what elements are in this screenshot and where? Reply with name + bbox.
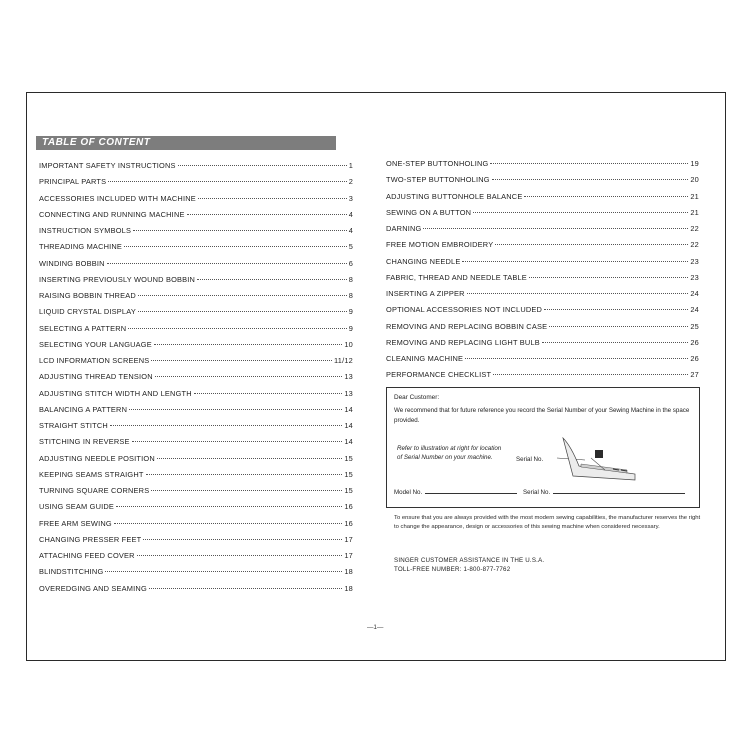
toc-entry-title: ADJUSTING NEEDLE POSITION (39, 453, 155, 463)
toc-entry-title: FREE MOTION EMBROIDERY (386, 240, 494, 250)
toc-entry-title: SELECTING YOUR LANGUAGE (39, 339, 152, 349)
toc-leader-dots (549, 326, 688, 327)
notice-refer-text: Refer to illustration at right for location of Serial Number on your machine. (397, 445, 502, 461)
toc-entry (39, 369, 353, 385)
toc-entry-title: DARNING (386, 224, 422, 233)
toc-entry-page: 8 (348, 291, 353, 300)
toc-entry (39, 386, 353, 402)
toc-leader-dots (473, 212, 688, 213)
toc-entry-title: PERFORMANCE CHECKLIST (386, 370, 492, 380)
toc-entry (386, 156, 699, 172)
toc-entry-title: REMOVING AND REPLACING BOBBIN CASE (386, 321, 548, 331)
toc-entry (386, 286, 699, 302)
model-number-field (394, 489, 517, 496)
toc-entry-page: 18 (344, 567, 353, 577)
toc-header-bar (36, 136, 336, 150)
toc-entry (39, 304, 353, 320)
toc-entry-page: 25 (690, 321, 699, 331)
toc-entry-page: 10 (344, 339, 353, 349)
toc-entry-page: 9 (348, 307, 353, 317)
toc-entry-page: 13 (344, 372, 353, 382)
toc-leader-dots (157, 458, 342, 459)
toc-right-column (386, 156, 699, 384)
toc-entry-title: USING SEAM GUIDE (39, 502, 115, 512)
toc-entry-title: THREADING MACHINE (39, 242, 123, 252)
toc-entry-page: 24 (690, 305, 699, 315)
serial-number-notice (386, 387, 700, 508)
toc-leader-dots (107, 263, 347, 264)
toc-entry (39, 337, 353, 353)
toc-entry-title: BLINDSTITCHING (39, 567, 104, 577)
toc-entry-page: 11/12 (334, 356, 353, 365)
toc-entry (386, 351, 699, 367)
serial-number-label: Serial No. (523, 489, 551, 496)
toc-entry-title: CONNECTING AND RUNNING MACHINE (39, 209, 185, 219)
customer-assistance (394, 556, 544, 574)
illustration-serial-label: Serial No. (516, 456, 544, 463)
toc-leader-dots (151, 360, 332, 361)
toc-entry-title: ATTACHING FEED COVER (39, 551, 135, 560)
toc-entry-title: ADJUSTING THREAD TENSION (39, 372, 153, 382)
toc-entry-page: 21 (690, 207, 699, 217)
toc-entry (386, 319, 699, 335)
toc-leader-dots (465, 358, 688, 359)
toc-entry-title: INSERTING PREVIOUSLY WOUND BOBBIN (39, 274, 196, 284)
assistance-line-2: TOLL-FREE NUMBER: 1-800-877-7762 (394, 566, 511, 573)
toc-leader-dots (132, 441, 343, 442)
toc-leader-dots (155, 376, 343, 377)
toc-entry-title: CLEANING MACHINE (386, 354, 464, 363)
toc-entry-title: CHANGING NEEDLE (386, 256, 461, 266)
toc-entry-page: 20 (690, 175, 699, 185)
toc-entry-page: 26 (690, 337, 699, 347)
toc-entry-page: 27 (690, 370, 699, 380)
toc-entry-title: ADJUSTING STITCH WIDTH AND LENGTH (39, 388, 192, 398)
toc-entry-page: 26 (690, 354, 699, 363)
toc-entry-title: TURNING SQUARE CORNERS (39, 486, 150, 495)
toc-entry-title: INSERTING A ZIPPER (386, 289, 465, 298)
toc-entry (386, 367, 699, 383)
toc-entry-page: 15 (344, 469, 353, 479)
toc-entry-title: STRAIGHT STITCH (39, 421, 108, 430)
toc-leader-dots (198, 198, 347, 199)
toc-entry-title: REMOVING AND REPLACING LIGHT BULB (386, 337, 540, 347)
toc-entry-title: SELECTING A PATTERN (39, 323, 127, 333)
machine-base-illustration (557, 436, 637, 481)
toc-leader-dots (146, 474, 343, 475)
serial-number-field (523, 489, 685, 496)
toc-entry (39, 223, 353, 239)
toc-entry (39, 402, 353, 418)
toc-entry-title: SEWING ON A BUTTON (386, 207, 472, 217)
toc-leader-dots (133, 230, 347, 231)
toc-entry (39, 158, 353, 174)
toc-leader-dots (423, 228, 688, 229)
toc-entry (39, 581, 353, 597)
toc-entry-title: FREE ARM SEWING (39, 518, 112, 528)
toc-leader-dots (124, 246, 347, 247)
toc-entry-page: 13 (344, 388, 353, 398)
toc-entry-page: 14 (344, 404, 353, 414)
toc-entry-title: TWO-STEP BUTTONHOLING (386, 175, 490, 185)
toc-entry (39, 174, 353, 190)
toc-entry-page: 14 (344, 437, 353, 447)
toc-entry (39, 353, 353, 369)
toc-entry-page: 23 (690, 272, 699, 282)
toc-leader-dots (178, 165, 347, 166)
toc-leader-dots (128, 328, 346, 329)
toc-entry-page: 16 (344, 502, 353, 512)
toc-entry-title: FABRIC, THREAD AND NEEDLE TABLE (386, 272, 527, 282)
toc-leader-dots (143, 539, 342, 540)
toc-entry-title: STITCHING IN REVERSE (39, 437, 130, 447)
model-number-line (425, 493, 517, 494)
toc-entry-page: 15 (344, 453, 353, 463)
toc-entry-page: 23 (690, 256, 699, 266)
toc-entry-page: 17 (344, 534, 353, 544)
toc-leader-dots (138, 311, 347, 312)
page-number: —1— (367, 624, 384, 631)
toc-entry (39, 256, 353, 272)
toc-entry (386, 302, 699, 318)
toc-entry (39, 532, 353, 548)
toc-entry-title: ADJUSTING BUTTONHOLE BALANCE (386, 191, 523, 201)
toc-entry (386, 254, 699, 270)
toc-leader-dots (187, 214, 347, 215)
toc-entry-page: 22 (690, 224, 699, 233)
assistance-line-1: SINGER CUSTOMER ASSISTANCE IN THE U.S.A. (394, 557, 545, 564)
toc-leader-dots (197, 279, 347, 280)
toc-leader-dots (137, 555, 343, 556)
toc-leader-dots (151, 490, 342, 491)
toc-entry (39, 483, 353, 499)
toc-leader-dots (524, 196, 688, 197)
toc-entry-page: 16 (344, 518, 353, 528)
toc-entry-title: LCD INFORMATION SCREENS (39, 356, 150, 365)
toc-leader-dots (542, 342, 688, 343)
toc-entry-title: BALANCING A PATTERN (39, 404, 128, 414)
toc-left-column (39, 158, 353, 597)
toc-entry-page: 19 (690, 159, 699, 168)
toc-entry-page: 4 (348, 209, 353, 219)
toc-entry-title: ONE-STEP BUTTONHOLING (386, 159, 489, 168)
toc-entry-page: 22 (690, 240, 699, 250)
toc-entry (386, 205, 699, 221)
toc-entry-page: 14 (344, 421, 353, 430)
toc-entry-title: PRINCIPAL PARTS (39, 177, 107, 187)
toc-entry-page: 5 (348, 242, 353, 252)
toc-leader-dots (490, 163, 688, 164)
toc-entry-title: LIQUID CRYSTAL DISPLAY (39, 307, 136, 317)
toc-leader-dots (194, 393, 343, 394)
toc-entry-page: 15 (344, 486, 353, 495)
toc-entry-page: 24 (690, 289, 699, 298)
toc-entry (39, 451, 353, 467)
toc-entry-page: 17 (344, 551, 353, 560)
toc-leader-dots (114, 523, 343, 524)
toc-entry (386, 237, 699, 253)
toc-leader-dots (108, 181, 346, 182)
toc-entry-page: 1 (348, 161, 353, 170)
disclaimer-text: To ensure that you are always provided with the most modern sewing capabilities, the manufacturer reserves the right to change the appearance, design or accessories of this sewing machine when considered necessary. (394, 515, 701, 531)
toc-leader-dots (529, 277, 688, 278)
toc-entry (39, 434, 353, 450)
toc-entry-title: OPTIONAL ACCESSORIES NOT INCLUDED (386, 305, 543, 315)
toc-entry-page: 3 (348, 193, 353, 203)
toc-entry-title: WINDING BOBBIN (39, 258, 105, 268)
toc-leader-dots (149, 588, 342, 589)
toc-entry (386, 221, 699, 237)
toc-entry-page: 4 (348, 226, 353, 235)
toc-leader-dots (467, 293, 689, 294)
toc-entry-page: 18 (344, 583, 353, 593)
toc-entry (39, 467, 353, 483)
toc-entry (39, 191, 353, 207)
toc-entry-title: OVEREDGING AND SEAMING (39, 583, 147, 593)
toc-leader-dots (462, 261, 688, 262)
toc-leader-dots (544, 309, 688, 310)
toc-leader-dots (493, 374, 688, 375)
toc-entry (386, 172, 699, 188)
toc-entry-page: 8 (348, 274, 353, 284)
toc-entry (39, 239, 353, 255)
toc-leader-dots (105, 571, 342, 572)
toc-heading: TABLE OF CONTENT (42, 137, 151, 148)
toc-entry-title: KEEPING SEAMS STRAIGHT (39, 469, 144, 479)
toc-leader-dots (129, 409, 342, 410)
toc-entry (39, 516, 353, 532)
notice-greeting: Dear Customer: (394, 394, 440, 401)
model-number-label: Model No. (394, 489, 423, 496)
toc-leader-dots (492, 179, 689, 180)
toc-entry (386, 189, 699, 205)
toc-entry-title: CHANGING PRESSER FEET (39, 534, 142, 544)
toc-entry-title: RAISING BOBBIN THREAD (39, 291, 136, 300)
notice-intro: We recommend that for future reference you record the Serial Number of your Sewing Machine in the space provided. (394, 407, 690, 424)
toc-leader-dots (116, 506, 342, 507)
toc-entry-page: 6 (348, 258, 353, 268)
toc-entry (39, 272, 353, 288)
toc-entry (39, 288, 353, 304)
toc-entry (39, 321, 353, 337)
toc-leader-dots (495, 244, 688, 245)
toc-entry-page: 21 (690, 191, 699, 201)
toc-entry-page: 9 (348, 323, 353, 333)
toc-entry-title: INSTRUCTION SYMBOLS (39, 226, 132, 235)
toc-entry-title: IMPORTANT SAFETY INSTRUCTIONS (39, 161, 176, 170)
toc-entry (386, 270, 699, 286)
toc-entry-page: 2 (348, 177, 353, 187)
toc-entry (386, 335, 699, 351)
toc-entry (39, 418, 353, 434)
toc-entry-title: ACCESSORIES INCLUDED WITH MACHINE (39, 193, 196, 203)
serial-number-line (553, 493, 685, 494)
toc-leader-dots (138, 295, 347, 296)
toc-leader-dots (110, 425, 342, 426)
toc-entry (39, 499, 353, 515)
toc-entry (39, 548, 353, 564)
toc-leader-dots (154, 344, 342, 345)
toc-entry (39, 207, 353, 223)
toc-entry (39, 564, 353, 580)
